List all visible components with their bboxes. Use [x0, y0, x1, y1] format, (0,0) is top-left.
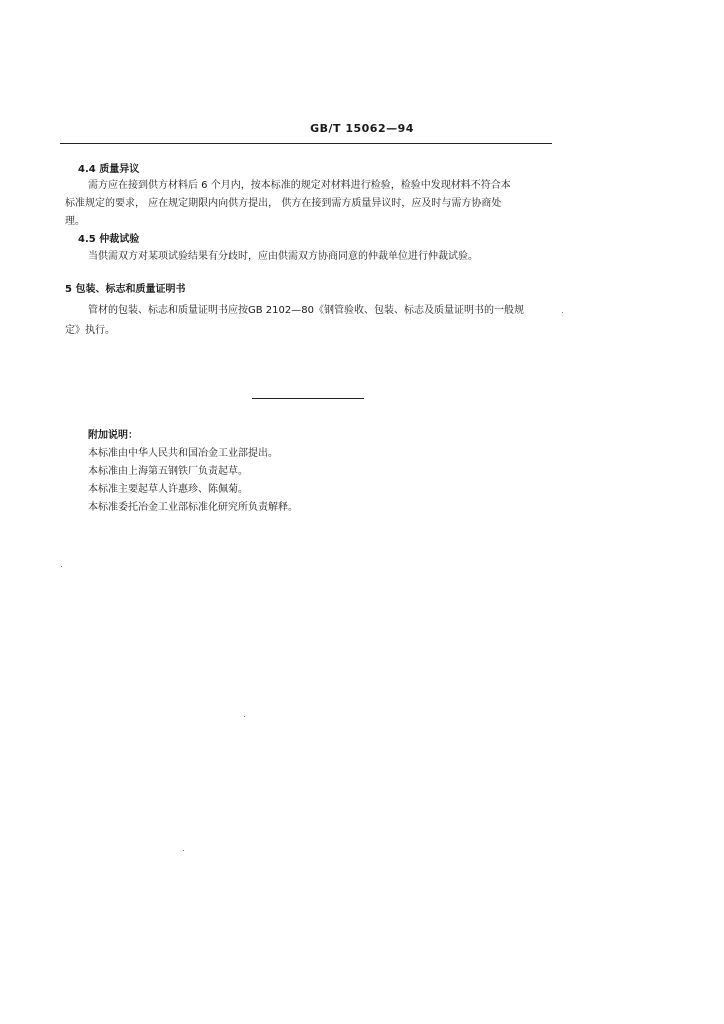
section-5-paragraph-line-2: 定》执行。: [65, 325, 115, 336]
header-rule: [60, 143, 552, 144]
scan-speck: [183, 850, 184, 851]
additional-notes-line-2: 本标准由上海第五钢铁厂负责起草。: [88, 466, 248, 477]
additional-notes-line-3: 本标准主要起草人许惠珍、陈佩菊。: [88, 484, 248, 495]
standard-code-header: GB/T 15062—94: [310, 122, 414, 135]
section-5-heading: 5 包装、标志和质量证明书: [65, 284, 186, 295]
section-5-paragraph-line-1: 管材的包装、标志和质量证明书应按GB 2102—80《钢管验收、包装、标志及质量证明书的一般规: [88, 305, 524, 316]
scan-speck: [61, 566, 62, 567]
section-4-4-paragraph-line-2: 标准规定的要求， 应在规定期限内向供方提出， 供方在接到需方质量异议时，应及时与需方协商处: [65, 198, 502, 209]
section-4-5-heading: 4.5 仲裁试验: [78, 234, 140, 245]
end-of-text-rule: [252, 398, 364, 399]
section-4-5-paragraph-line-1: 当供需双方对某项试验结果有分歧时，应由供需双方协商同意的仲裁单位进行仲裁试验。: [88, 251, 478, 262]
scan-speck: [562, 312, 563, 313]
section-4-4-paragraph-line-3: 理。: [65, 216, 85, 227]
section-4-4-paragraph-line-1: 需方应在接到供方材料后 6 个月内，按本标准的规定对材料进行检验，检验中发现材料不符合本: [88, 180, 511, 191]
additional-notes-line-4: 本标准委托冶金工业部标准化研究所负责解释。: [88, 502, 298, 513]
additional-notes-title: 附加说明：: [88, 430, 138, 441]
additional-notes-line-1: 本标准由中华人民共和国冶金工业部提出。: [88, 448, 278, 459]
section-4-4-heading: 4.4 质量异议: [78, 164, 140, 175]
scan-speck: [244, 716, 245, 717]
